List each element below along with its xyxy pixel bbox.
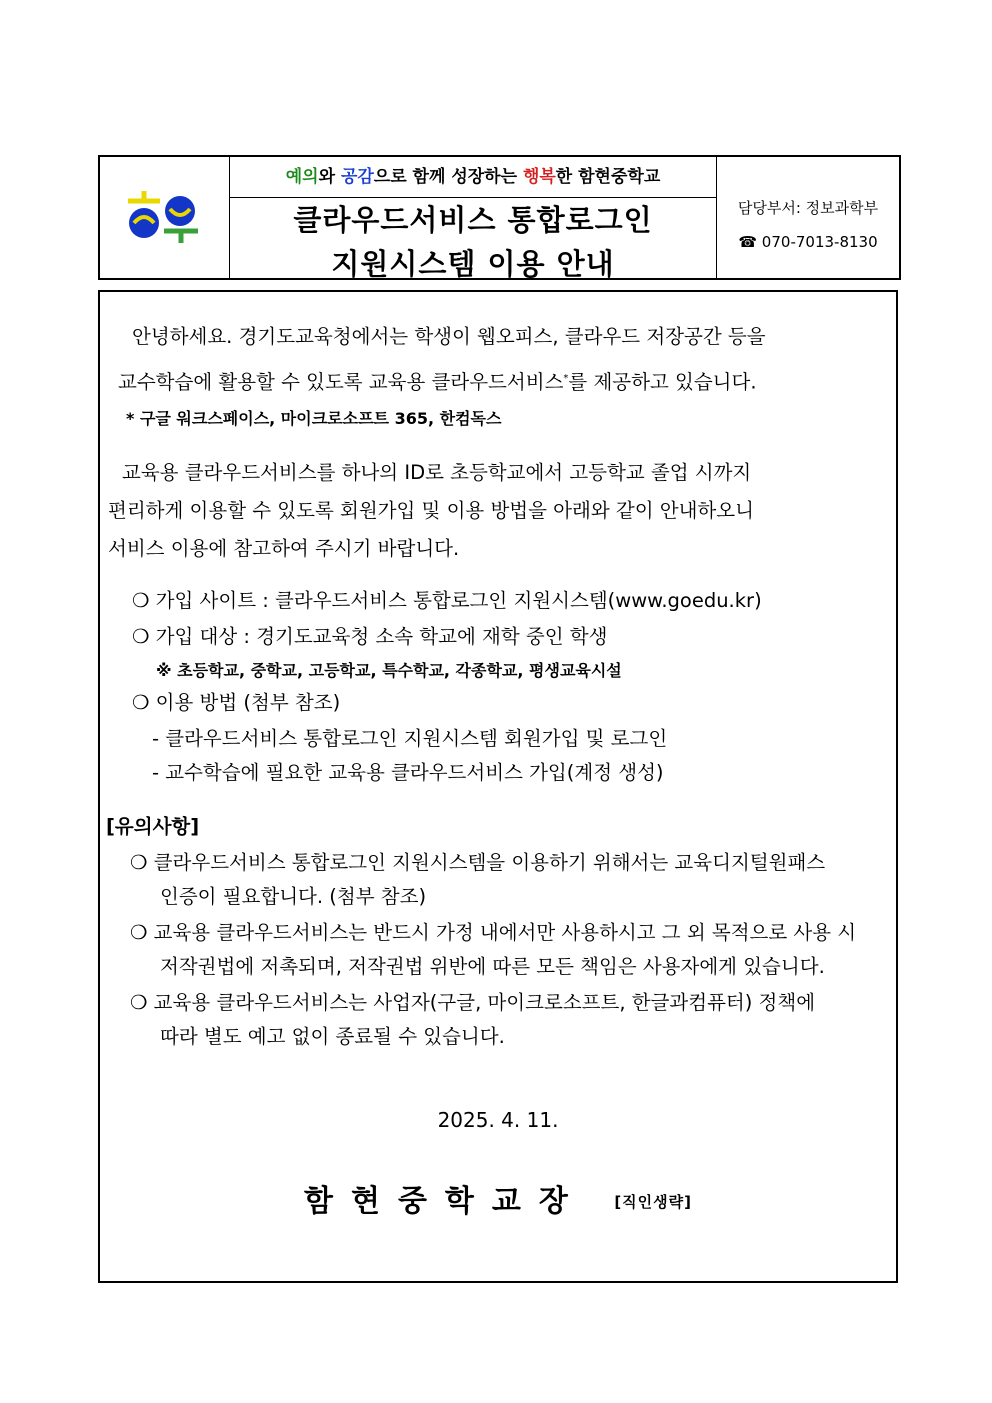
notes-title: [유의사항]: [106, 815, 200, 838]
logo-cell: [100, 157, 230, 278]
school-logo-icon: [124, 187, 204, 245]
school-motto: [230, 157, 716, 198]
item-signup-target: ❍ 가입 대상 : 경기도교육청 소속 학교에 재학 중인 학생: [132, 625, 608, 648]
item-usage-step-2: - 교수학습에 필요한 교육용 클라우드서비스 가입(계정 생성): [152, 761, 664, 784]
intro-line-1: 안녕하세요. 경기도교육청에서는 학생이 웹오피스, 클라우드 저장공간 등을: [132, 325, 766, 348]
item-signup-site: ❍ 가입 사이트 : 클라우드서비스 통합로그인 지원시스템(www.goedu.kr): [132, 589, 762, 612]
signature-block: [100, 1176, 896, 1220]
title-line-1: 클라우드서비스 통합로그인: [293, 203, 653, 237]
department-cell: [717, 157, 899, 278]
note-1-line-2: 인증이 필요합니다. (첨부 참조): [160, 885, 427, 908]
header-table: [98, 155, 901, 280]
paragraph-2-line-1: 교육용 클라우드서비스를 하나의 ID로 초등학교에서 고등학교 졸업 시까지: [122, 461, 752, 484]
paragraph-2-line-3: 서비스 이용에 참고하여 주시기 바랍니다.: [108, 537, 460, 560]
title-cell: [230, 157, 717, 281]
phone-number: ☎ 070-7013-8130: [738, 233, 878, 251]
intro-line-2-text: 교수학습에 활용할 수 있도록 교육용 클라우드서비스: [118, 370, 564, 394]
motto-text: 한 함현중학교: [555, 167, 661, 187]
motto-text: 와: [318, 167, 341, 187]
item-target-note: ※ 초등학교, 중학교, 고등학교, 특수학교, 각종학교, 평생교육시설: [156, 661, 622, 680]
intro-line-2: [118, 366, 757, 396]
note-2-line-1: ❍ 교육용 클라우드서비스는 반드시 가정 내에서만 사용하시고 그 외 목적으로 사용 시: [130, 921, 857, 944]
paragraph-2-line-2: 편리하게 이용할 수 있도록 회원가입 및 이용 방법을 아래와 같이 안내하오니: [108, 499, 754, 522]
principal-signature: 함현중학교장: [303, 1184, 586, 1219]
issue-date: 2025. 4. 11.: [437, 1108, 559, 1132]
note-3-line-2: 따라 별도 예고 없이 종료될 수 있습니다.: [160, 1025, 505, 1048]
seal-omitted-note: [직인생략]: [614, 1193, 692, 1211]
note-1-line-1: ❍ 클라우드서비스 통합로그인 지원시스템을 이용하기 위해서는 교육디지털원패스: [130, 851, 826, 874]
department-label: 담당부서: 정보과학부: [737, 199, 879, 217]
document-title: [230, 197, 716, 285]
motto-word-empathy: 공감: [340, 167, 374, 187]
item-usage-step-1: - 클라우드서비스 통합로그인 지원시스템 회원가입 및 로그인: [152, 727, 668, 750]
motto-word-happiness: 행복: [522, 167, 556, 187]
motto-text: 으로 함께 성장하는: [373, 167, 523, 187]
motto-word-courtesy: 예의: [285, 167, 319, 187]
footnote: * 구글 워크스페이스, 마이크로소프트 365, 한컴독스: [126, 409, 502, 428]
item-usage-method: ❍ 이용 방법 (첨부 참조): [132, 691, 341, 714]
intro-line-2-end: 를 제공하고 있습니다.: [568, 370, 757, 394]
note-3-line-1: ❍ 교육용 클라우드서비스는 사업자(구글, 마이크로소프트, 한글과컴퓨터) 정책에: [130, 991, 816, 1014]
content-box: [98, 290, 898, 1283]
note-2-line-2: 저작권법에 저촉되며, 저작권법 위반에 따른 모든 책임은 사용자에게 있습니다.: [160, 955, 825, 978]
footnote-marker: *: [563, 373, 569, 384]
title-line-2: 지원시스템 이용 안내: [331, 247, 615, 281]
